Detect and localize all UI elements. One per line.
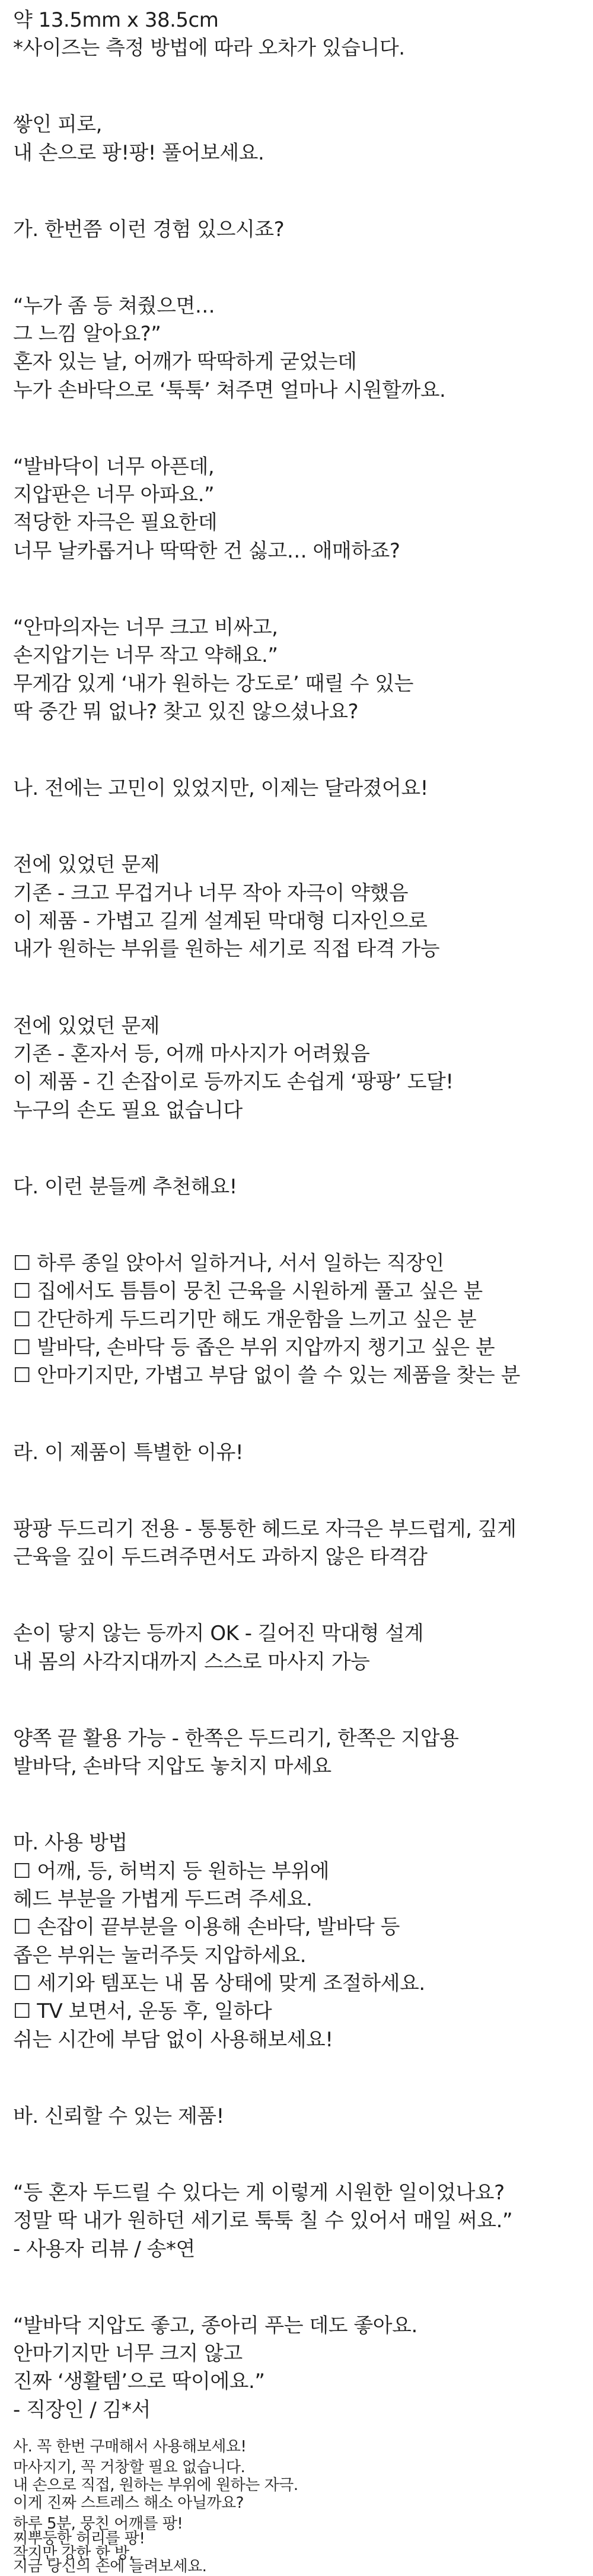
text-line: 양쪽 끝 활용 가능 - 한쪽은 두드리기, 한쪽은 지압용 — [13, 1727, 459, 1750]
checklist-item: ☐ 간단하게 두드리기만 해도 개운함을 느끼고 싶은 분 — [13, 1308, 477, 1332]
checklist-item: ☐ 세기와 템포는 내 몸 상태에 맞게 조절하세요. — [13, 1972, 425, 1995]
text-line: 이 제품 - 가볍고 길게 설계된 막대형 디자인으로 — [13, 909, 428, 933]
text-line: 내 손으로 직접, 원하는 부위에 원하는 자극. — [13, 2476, 298, 2494]
text-line: 팡팡 두드리기 전용 - 통통한 헤드로 자극은 부드럽게, 깊게 — [13, 1517, 517, 1541]
text-line: 쌓인 피로, — [13, 113, 102, 136]
text-line: “안마의자는 너무 크고 비싸고, — [13, 616, 278, 639]
text-line: 내 손으로 팡!팡! 풀어보세요. — [13, 141, 264, 165]
section-heading: 바. 신뢰할 수 있는 제품! — [13, 2104, 224, 2128]
checklist-item: ☐ 어깨, 등, 허벅지 등 원하는 부위에 — [13, 1859, 329, 1883]
section-heading: 다. 이런 분들께 추천해요! — [13, 1175, 237, 1199]
text-line: 기존 - 크고 무겁거나 너무 작아 자극이 약했음 — [13, 881, 409, 905]
text-line: 헤드 부분을 가볍게 두드려 주세요. — [13, 1887, 313, 1911]
text-line: 이게 진짜 스트레스 해소 아닐까요? — [13, 2494, 244, 2512]
text-line: 손지압기는 너무 작고 약해요.” — [13, 644, 278, 667]
text-line: 전에 있었던 문제 — [13, 1014, 160, 1038]
text-line: 무게감 있게 ‘내가 원하는 강도로’ 때릴 수 있는 — [13, 672, 413, 696]
review-text: “발바닥 지압도 좋고, 종아리 푸는 데도 좋아요. — [13, 2314, 417, 2338]
checklist-item: ☐ 집에서도 틈틈이 뭉친 근육을 시원하게 풀고 싶은 분 — [13, 1279, 483, 1303]
section-heading: 나. 전에는 고민이 있었지만, 이제는 달라졌어요! — [13, 776, 428, 800]
checklist-item: ☐ 발바닥, 손바닥 등 좁은 부위 지압까지 챙기고 싶은 분 — [13, 1336, 495, 1359]
text-line: 찌뿌둥한 허리를 팡! — [13, 2530, 145, 2548]
section-heading: 사. 꼭 한번 구매해서 사용해보세요! — [13, 2438, 247, 2456]
text-line: 적당한 자극은 필요한데 — [13, 511, 218, 534]
text-line: 딱 중간 뭐 없나? 찾고 있진 않으셨나요? — [13, 700, 359, 724]
checklist-item: ☐ TV 보면서, 운동 후, 일하다 — [13, 1999, 272, 2023]
text-line: 너무 날카롭거나 딱딱한 건 싫고… 애매하죠? — [13, 539, 400, 563]
text-line: 이 제품 - 긴 손잡이로 등까지도 손쉽게 ‘팡팡’ 도달! — [13, 1070, 454, 1094]
text-line: “누가 좀 등 쳐줬으면… — [13, 294, 215, 318]
text-line: 근육을 깊이 두드려주면서도 과하지 않은 타격감 — [13, 1545, 428, 1569]
section-heading: 가. 한번쯤 이런 경험 있으시죠? — [13, 218, 285, 241]
text-line: 그 느낌 알아요?” — [13, 322, 161, 346]
text-line: 쉬는 시간에 부담 없이 사용해보세요! — [13, 2028, 333, 2052]
review-text: “등 혼자 두드릴 수 있다는 게 이렇게 시원한 일이었나요? — [13, 2181, 505, 2205]
text-line: 누가 손바닥으로 ‘툭툭’ 쳐주면 얼마나 시원할까요. — [13, 378, 446, 402]
text-line: 하루 5분, 뭉친 어깨를 팡! — [13, 2515, 183, 2533]
text-line: 기존 - 혼자서 등, 어깨 마사지가 어려웠음 — [13, 1042, 370, 1066]
review-text: 진짜 ‘생활템’으로 딱이에요.” — [13, 2370, 265, 2393]
text-line: 작지만 강한 한 방, — [13, 2545, 134, 2562]
text-line: 마사지기, 꼭 거창할 필요 없습니다. — [13, 2459, 246, 2476]
text-line: 지금 당신의 손에 들려보세요. — [13, 2558, 207, 2575]
text-line: 손이 닿지 않는 등까지 OK - 길어진 막대형 설계 — [13, 1622, 424, 1645]
text-line: 누구의 손도 필요 없습니다 — [13, 1098, 243, 1122]
text-line: 약 13.5mm x 38.5cm — [13, 8, 219, 32]
text-line: 혼자 있는 날, 어깨가 딱딱하게 굳었는데 — [13, 350, 357, 374]
text-line: *사이즈는 측정 방법에 따라 오차가 있습니다. — [13, 36, 405, 60]
review-text: 정말 딱 내가 원하던 세기로 툭툭 칠 수 있어서 매일 써요.” — [13, 2209, 513, 2233]
text-line: 발바닥, 손바닥 지압도 놓치지 마세요 — [13, 1755, 331, 1778]
text-line: 내 몸의 사각지대까지 스스로 마사지 가능 — [13, 1650, 370, 1674]
checklist-item: ☐ 하루 종일 앉아서 일하거나, 서서 일하는 직장인 — [13, 1252, 444, 1275]
checklist-item: ☐ 손잡이 끝부분을 이용해 손바닥, 발바닥 등 — [13, 1915, 400, 1939]
review-text: 안마기지만 너무 크지 않고 — [13, 2342, 243, 2365]
section-heading: 라. 이 제품이 특별한 이유! — [13, 1441, 244, 1464]
review-author: - 사용자 리뷰 / 송*연 — [13, 2237, 195, 2261]
text-line: 전에 있었던 문제 — [13, 853, 160, 877]
review-author: - 직장인 / 김*서 — [13, 2398, 151, 2422]
text-line: 지압판은 너무 아파요.” — [13, 483, 215, 507]
checklist-item: ☐ 안마기지만, 가볍고 부담 없이 쓸 수 있는 제품을 찾는 분 — [13, 1364, 520, 1387]
section-heading: 마. 사용 방법 — [13, 1831, 127, 1855]
text-line: 내가 원하는 부위를 원하는 세기로 직접 타격 가능 — [13, 937, 440, 961]
text-line: 좁은 부위는 눌러주듯 지압하세요. — [13, 1944, 307, 1967]
text-line: “발바닥이 너무 아픈데, — [13, 455, 215, 479]
